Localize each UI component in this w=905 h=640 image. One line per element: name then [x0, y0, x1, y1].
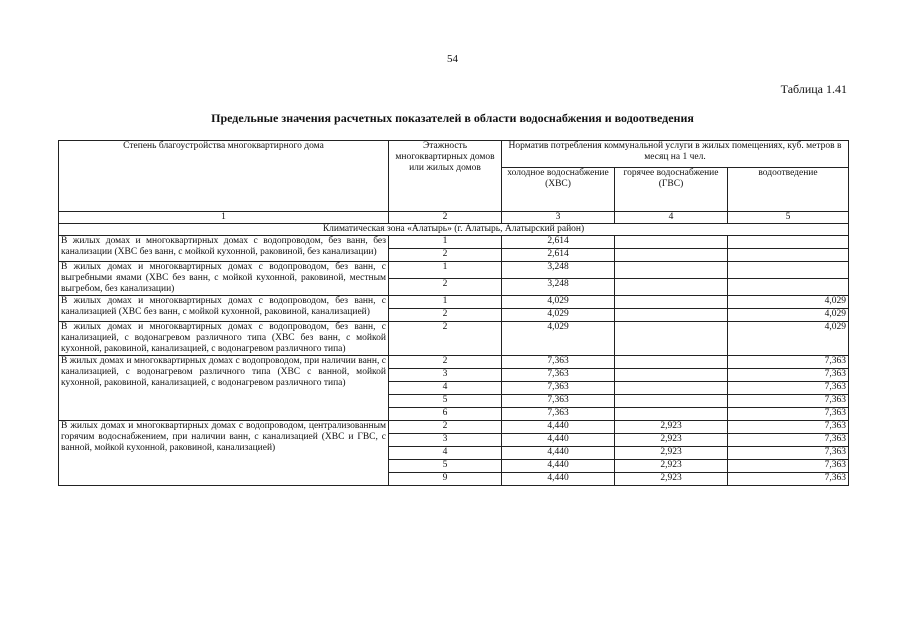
hot-water-cell [615, 382, 728, 395]
table-row [59, 421, 849, 434]
header-col-3: холодное водоснабжение (ХВС) [502, 168, 615, 212]
zone-row [59, 224, 849, 236]
header-col-5: водоотведение [728, 168, 849, 212]
header-row [59, 141, 849, 168]
column-number: 2 [389, 212, 502, 224]
cold-water-cell: 2,614 [502, 249, 615, 262]
hot-water-cell [615, 395, 728, 408]
drainage-cell: 7,363 [728, 473, 849, 486]
hot-water-cell: 2,923 [615, 421, 728, 434]
drainage-cell [728, 236, 849, 249]
column-number: 5 [728, 212, 849, 224]
drainage-cell: 7,363 [728, 447, 849, 460]
table-row [59, 322, 849, 356]
cold-water-cell: 4,440 [502, 434, 615, 447]
drainage-cell: 7,363 [728, 395, 849, 408]
improvement-degree-cell: В жилых домах и многоквартирных домах с водопроводом, без ванн, с канализацией, с водонагревом различного типа (ХВС без ванн, с мойкой кухонной, раковиной, канализацией, с водонагревом различного типа) [59, 322, 389, 356]
floors-cell: 5 [389, 460, 502, 473]
hot-water-cell [615, 356, 728, 369]
table-row [59, 236, 849, 249]
table-row [59, 262, 849, 279]
cold-water-cell: 7,363 [502, 356, 615, 369]
hot-water-cell [615, 408, 728, 421]
climate-zone: Климатическая зона «Алатырь» (г. Алатырь, Алатырский район) [59, 224, 849, 236]
hot-water-cell [615, 249, 728, 262]
cold-water-cell: 4,029 [502, 309, 615, 322]
floors-cell: 2 [389, 421, 502, 434]
header-col-1: Степень благоустройства многоквартирного дома [59, 141, 389, 212]
floors-cell: 4 [389, 382, 502, 395]
drainage-cell [728, 249, 849, 262]
column-number: 3 [502, 212, 615, 224]
hot-water-cell: 2,923 [615, 460, 728, 473]
hot-water-cell [615, 262, 728, 279]
drainage-cell: 7,363 [728, 460, 849, 473]
drainage-cell: 7,363 [728, 369, 849, 382]
header-col-4: горячее водоснабжение (ГВС) [615, 168, 728, 212]
drainage-cell: 4,029 [728, 296, 849, 309]
cold-water-cell: 7,363 [502, 369, 615, 382]
cold-water-cell: 7,363 [502, 395, 615, 408]
norms-table [58, 140, 849, 486]
cold-water-cell: 7,363 [502, 382, 615, 395]
floors-cell: 2 [389, 322, 502, 356]
floors-cell: 9 [389, 473, 502, 486]
floors-cell: 1 [389, 236, 502, 249]
column-numbers-row [59, 212, 849, 224]
cold-water-cell: 3,248 [502, 279, 615, 296]
floors-cell: 2 [389, 356, 502, 369]
header-col-3-group: Норматив потребления коммунальной услуги в жилых помещениях, куб. метров в месяц на 1 чел. [502, 141, 849, 168]
floors-cell: 3 [389, 434, 502, 447]
floors-cell: 2 [389, 279, 502, 296]
floors-cell: 3 [389, 369, 502, 382]
drainage-cell: 7,363 [728, 421, 849, 434]
drainage-cell: 7,363 [728, 408, 849, 421]
hot-water-cell: 2,923 [615, 434, 728, 447]
drainage-cell [728, 279, 849, 296]
floors-cell: 4 [389, 447, 502, 460]
floors-cell: 1 [389, 262, 502, 279]
floors-cell: 5 [389, 395, 502, 408]
floors-cell: 2 [389, 309, 502, 322]
cold-water-cell: 4,440 [502, 460, 615, 473]
floors-cell: 6 [389, 408, 502, 421]
floors-cell: 2 [389, 249, 502, 262]
page-number: 54 [447, 53, 458, 65]
hot-water-cell [615, 296, 728, 309]
column-number: 1 [59, 212, 389, 224]
drainage-cell: 4,029 [728, 309, 849, 322]
improvement-degree-cell: В жилых домах и многоквартирных домах с водопроводом, при наличии ванн, с канализацией, с водонагревом различного типа (ХВС с ванной, мойкой кухонной, раковиной, канализацией, с водонагревом различного типа) [59, 356, 389, 421]
cold-water-cell: 7,363 [502, 408, 615, 421]
header-col-2: Этажность многоквартирных домов или жилых домов [389, 141, 502, 212]
cold-water-cell: 2,614 [502, 236, 615, 249]
hot-water-cell [615, 322, 728, 356]
hot-water-cell [615, 369, 728, 382]
hot-water-cell [615, 236, 728, 249]
table-title: Предельные значения расчетных показателей в области водоснабжения и водоотведения [211, 111, 694, 125]
drainage-cell: 7,363 [728, 356, 849, 369]
drainage-cell [728, 262, 849, 279]
improvement-degree-cell: В жилых домах и многоквартирных домах с водопроводом, централизованным горячим водоснабжением, при наличии ванн, с канализацией (ХВС и ГВС, с ванной, мойкой кухонной, раковиной, канализацией) [59, 421, 389, 486]
hot-water-cell: 2,923 [615, 473, 728, 486]
hot-water-cell [615, 309, 728, 322]
table-row [59, 356, 849, 369]
improvement-degree-cell: В жилых домах и многоквартирных домах с водопроводом, без ванн, с канализацией (ХВС без ванн, с мойкой кухонной, раковиной, канализацией) [59, 296, 389, 322]
cold-water-cell: 4,440 [502, 473, 615, 486]
cold-water-cell: 4,440 [502, 447, 615, 460]
hot-water-cell [615, 279, 728, 296]
table-label: Таблица 1.41 [780, 82, 847, 96]
drainage-cell: 7,363 [728, 382, 849, 395]
cold-water-cell: 4,029 [502, 296, 615, 309]
hot-water-cell: 2,923 [615, 447, 728, 460]
table-row [59, 296, 849, 309]
cold-water-cell: 4,029 [502, 322, 615, 356]
cold-water-cell: 4,440 [502, 421, 615, 434]
drainage-cell: 4,029 [728, 322, 849, 356]
cold-water-cell: 3,248 [502, 262, 615, 279]
column-number: 4 [615, 212, 728, 224]
drainage-cell: 7,363 [728, 434, 849, 447]
floors-cell: 1 [389, 296, 502, 309]
improvement-degree-cell: В жилых домах и многоквартирных домах с водопроводом, без ванн, без канализации (ХВС без ванн, с мойкой кухонной, раковиной, без канализации) [59, 236, 389, 262]
improvement-degree-cell: В жилых домах и многоквартирных домах с водопроводом, без ванн, с выгребными ямами (ХВС без ванн, с мойкой кухонной, раковиной, местным выгребом, без канализации) [59, 262, 389, 296]
